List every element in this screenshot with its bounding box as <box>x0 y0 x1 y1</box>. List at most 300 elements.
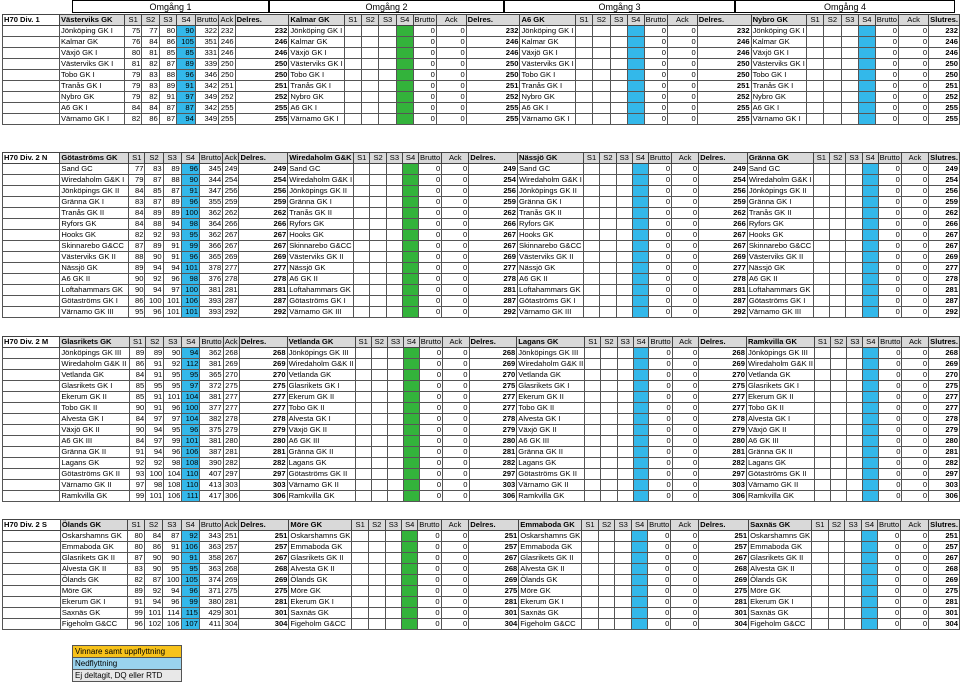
club-name: Götaströms GK II <box>60 469 130 480</box>
score-cell <box>355 491 371 502</box>
score-cell <box>841 37 858 48</box>
course-name: A6 GK <box>520 15 575 26</box>
score-cell: 94 <box>163 263 181 274</box>
score-cell <box>632 197 648 208</box>
ack-cell: 0 <box>672 274 699 285</box>
club-name: Växjö GK II <box>60 425 130 436</box>
score-cell: 94 <box>163 219 181 230</box>
brutto-cell: 0 <box>878 296 901 307</box>
brutto-cell: 0 <box>419 480 442 491</box>
club-name: Växjö GK II <box>746 425 814 436</box>
brutto-cell: 0 <box>644 48 667 59</box>
club-name: Kalmar GK <box>59 37 124 48</box>
row-spacer <box>3 469 60 480</box>
score-cell: 101 <box>163 307 181 318</box>
ack-cell: 0 <box>436 92 466 103</box>
delres-cell: 277 <box>469 392 517 403</box>
score-cell <box>824 114 841 125</box>
delres-cell: 275 <box>239 381 287 392</box>
brutto-cell: 0 <box>648 575 671 586</box>
delres-cell: 249 <box>239 164 288 175</box>
score-cell <box>847 480 863 491</box>
table-row <box>3 274 960 285</box>
score-cell: 111 <box>182 491 200 502</box>
score-cell <box>582 586 599 597</box>
score-cell: 106 <box>182 447 200 458</box>
brutto-cell: 0 <box>644 114 667 125</box>
ack-cell: 0 <box>436 37 466 48</box>
club-name: Värnamo GK II <box>287 480 355 491</box>
club-name: Figeholm G&CC <box>60 619 127 630</box>
score-cell <box>385 619 402 630</box>
score-cell <box>627 37 644 48</box>
slutres-cell: 275 <box>929 586 960 597</box>
slutres-cell: 251 <box>929 531 960 542</box>
ack-cell: 0 <box>436 81 466 92</box>
club-name: Nybro GK <box>59 92 124 103</box>
score-cell <box>396 81 413 92</box>
score-cell <box>362 37 379 48</box>
brutto-cell: 364 <box>199 219 222 230</box>
club-name: Tobo GK II <box>60 403 130 414</box>
score-cell <box>601 469 617 480</box>
score-cell: 86 <box>129 296 145 307</box>
ack-cell: 0 <box>901 542 929 553</box>
delres-cell: 256 <box>469 186 518 197</box>
score-cell: 101 <box>144 608 162 619</box>
score-cell <box>593 81 610 92</box>
brutto-cell: 0 <box>878 219 901 230</box>
brutto-cell: 0 <box>879 381 902 392</box>
delres-cell: 254 <box>239 175 288 186</box>
score-cell <box>368 586 385 597</box>
score-cell <box>632 285 648 296</box>
score-cell <box>354 241 370 252</box>
score-cell <box>863 469 879 480</box>
club-name: Gränna GK I <box>60 197 129 208</box>
slutres-cell: 281 <box>929 597 960 608</box>
delres-cell: 301 <box>699 608 749 619</box>
score-cell <box>858 70 875 81</box>
column-header: Ack <box>672 153 699 164</box>
delres-cell: 281 <box>469 447 517 458</box>
score-cell <box>831 480 847 491</box>
score-cell <box>379 92 396 103</box>
score-cell: 100 <box>145 296 163 307</box>
score-cell: 100 <box>163 575 181 586</box>
score-cell: 85 <box>130 392 146 403</box>
course-name: Wiredaholm G&K <box>288 153 354 164</box>
score-cell <box>370 230 386 241</box>
score-cell <box>610 81 627 92</box>
score-cell <box>846 252 862 263</box>
score-cell <box>583 230 599 241</box>
score-cell <box>813 252 829 263</box>
score-cell <box>830 296 846 307</box>
column-header: S2 <box>593 15 610 26</box>
score-cell <box>352 531 369 542</box>
club-name: A6 GK II <box>518 274 584 285</box>
score-cell <box>601 436 617 447</box>
score-cell <box>616 230 632 241</box>
club-name: Figeholm G&CC <box>289 619 352 630</box>
delres-cell: 280 <box>239 436 287 447</box>
score-cell <box>862 219 878 230</box>
ack-cell: 0 <box>671 531 699 542</box>
delres-cell: 246 <box>235 37 289 48</box>
score-cell <box>806 70 823 81</box>
ack-cell: 0 <box>899 59 929 70</box>
score-cell <box>858 81 875 92</box>
row-spacer <box>3 608 61 619</box>
ack-cell: 0 <box>901 296 928 307</box>
slutres-header: Slutres. <box>930 337 958 346</box>
score-cell <box>847 469 863 480</box>
column-header: S4 <box>396 15 413 26</box>
score-cell: 94 <box>145 263 163 274</box>
column-header: Brutto <box>414 15 435 24</box>
club-name: Jönköpings GK III <box>287 348 355 359</box>
ack-cell: 0 <box>902 458 929 469</box>
ack-cell: 0 <box>902 436 929 447</box>
column-header: S2 <box>144 520 162 531</box>
row-spacer <box>3 274 60 285</box>
delres-cell: 267 <box>469 230 518 241</box>
delres-cell: 278 <box>469 274 518 285</box>
club-name: Lagans GK <box>517 458 585 469</box>
column-header: S4 <box>863 337 879 348</box>
score-cell <box>615 586 632 597</box>
row-spacer <box>3 414 60 425</box>
ack-cell: 0 <box>672 197 699 208</box>
brutto-cell: 0 <box>648 219 671 230</box>
ack-cell: 0 <box>672 219 699 230</box>
course-name: Saxnäs GK <box>749 520 812 531</box>
score-cell <box>582 553 599 564</box>
brutto-cell: 0 <box>878 553 901 564</box>
score-cell <box>616 164 632 175</box>
table-row <box>3 26 960 37</box>
brutto-cell: 0 <box>878 175 901 186</box>
score-cell <box>813 263 829 274</box>
score-cell <box>616 252 632 263</box>
club-name: Tranås GK II <box>747 208 813 219</box>
score-cell: 84 <box>129 219 145 230</box>
ack-cell: 0 <box>667 103 697 114</box>
column-header: Brutto <box>419 520 440 529</box>
score-cell <box>404 403 420 414</box>
slutres-cell: 251 <box>929 81 960 92</box>
slutres-cell: 269 <box>929 575 960 586</box>
score-cell <box>831 414 847 425</box>
club-name: Ölands GK <box>519 575 582 586</box>
brutto-cell: 0 <box>648 252 671 263</box>
score-cell <box>404 425 420 436</box>
table-row <box>3 175 960 186</box>
score-cell: 99 <box>164 436 182 447</box>
club-name: Västerviks GK II <box>518 252 584 263</box>
club-name: Växjö GK II <box>517 425 585 436</box>
slutres-cell: 246 <box>929 37 960 48</box>
score-cell <box>627 26 644 37</box>
column-header: S1 <box>352 520 369 531</box>
ack-cell: 0 <box>672 458 698 469</box>
score-cell: 97 <box>130 480 146 491</box>
score-cell: 114 <box>163 608 181 619</box>
ack-cell: 0 <box>672 480 698 491</box>
ack-cell: 0 <box>671 586 699 597</box>
score-cell <box>814 425 830 436</box>
ack-cell: 0 <box>901 263 928 274</box>
column-header: S3 <box>610 15 627 26</box>
score-cell <box>633 491 649 502</box>
club-name: Ekerum GK II <box>287 392 355 403</box>
score-cell <box>355 403 371 414</box>
brutto-cell: 358 <box>199 553 222 564</box>
score-cell <box>858 37 875 48</box>
score-cell <box>387 447 403 458</box>
score-cell: 97 <box>146 436 164 447</box>
column-header: S4 <box>633 337 649 348</box>
score-cell <box>847 447 863 458</box>
club-name: Kalmar GK <box>520 37 575 48</box>
row-spacer <box>3 48 60 59</box>
ack-cell: 0 <box>672 348 698 359</box>
score-cell: 90 <box>177 26 196 37</box>
brutto-cell: 0 <box>878 241 901 252</box>
club-name: A6 GK II <box>747 274 813 285</box>
ack-cell: 0 <box>672 414 698 425</box>
score-cell <box>344 37 361 48</box>
score-cell <box>814 458 830 469</box>
row-spacer <box>3 230 60 241</box>
table-row <box>3 458 960 469</box>
score-cell <box>617 436 633 447</box>
ack-cell: 0 <box>671 608 699 619</box>
delres-cell: 256 <box>239 186 288 197</box>
ack-cell: 254 <box>223 175 239 186</box>
delres-cell: 252 <box>235 92 289 103</box>
score-cell: 99 <box>181 241 199 252</box>
score-cell <box>601 381 617 392</box>
score-cell: 87 <box>128 553 145 564</box>
score-cell: 95 <box>182 370 200 381</box>
ack-cell: 0 <box>671 564 699 575</box>
ack-cell: 0 <box>671 575 699 586</box>
club-name: Alvesta GK I <box>287 414 355 425</box>
delres-cell: 287 <box>469 296 518 307</box>
score-cell <box>616 263 632 274</box>
score-cell <box>828 619 845 630</box>
delres-cell: 268 <box>469 564 519 575</box>
row-spacer <box>3 241 60 252</box>
ack-cell: 0 <box>442 307 469 318</box>
course-name: Vetlanda GK <box>287 337 355 348</box>
club-name: Värnamo GK I <box>289 114 344 125</box>
brutto-cell: 0 <box>878 307 901 318</box>
delres-cell: 269 <box>699 575 749 586</box>
column-header: S1 <box>575 15 592 26</box>
score-cell <box>615 553 632 564</box>
delres-cell: 266 <box>469 219 518 230</box>
brutto-cell: 0 <box>649 480 672 491</box>
score-cell <box>601 480 617 491</box>
score-cell <box>386 164 402 175</box>
column-header: Brutto <box>420 337 442 346</box>
score-cell: 96 <box>181 252 199 263</box>
brutto-cell: 0 <box>649 447 672 458</box>
score-cell <box>814 348 830 359</box>
ack-cell: 278 <box>223 414 239 425</box>
table-row <box>3 48 960 59</box>
score-cell <box>354 197 370 208</box>
score-cell: 97 <box>182 381 200 392</box>
club-name: Jönköpings GK II <box>60 186 129 197</box>
table-row <box>3 586 960 597</box>
score-cell <box>404 447 420 458</box>
column-header: S2 <box>824 15 841 26</box>
score-cell <box>863 458 879 469</box>
club-name: A6 GK II <box>288 274 354 285</box>
ack-cell: 0 <box>441 531 469 542</box>
score-cell: 99 <box>181 597 199 608</box>
column-header: Brutto <box>880 337 901 346</box>
brutto-cell: 362 <box>199 208 222 219</box>
brutto-cell: 0 <box>878 619 901 630</box>
score-cell: 91 <box>128 597 145 608</box>
score-cell <box>616 296 632 307</box>
column-header: S3 <box>159 15 176 26</box>
ack-cell: 0 <box>901 219 928 230</box>
column-header: S1 <box>355 337 371 348</box>
score-cell <box>582 531 599 542</box>
brutto-cell: 0 <box>419 296 442 307</box>
score-cell <box>403 252 419 263</box>
table-row <box>3 381 960 392</box>
score-cell <box>371 359 387 370</box>
table-row <box>3 575 960 586</box>
score-cell <box>379 103 396 114</box>
ack-cell: 0 <box>672 307 699 318</box>
score-cell <box>632 307 648 318</box>
club-name: Värnamo GK III <box>747 307 813 318</box>
club-name: Gränna GK I <box>288 197 354 208</box>
score-cell <box>403 296 419 307</box>
brutto-cell: 0 <box>648 307 671 318</box>
row-spacer <box>3 252 60 263</box>
score-cell: 85 <box>177 48 196 59</box>
score-cell <box>370 252 386 263</box>
score-cell: 87 <box>159 103 176 114</box>
score-cell <box>403 307 419 318</box>
brutto-cell: 382 <box>200 414 223 425</box>
score-cell <box>344 59 361 70</box>
table-row <box>3 436 960 447</box>
column-header: S3 <box>386 153 402 164</box>
score-cell <box>847 348 863 359</box>
table-row <box>3 37 960 48</box>
score-cell: 98 <box>164 458 182 469</box>
slutres-header: Slutres. <box>930 520 958 529</box>
slutres-cell: 267 <box>929 241 960 252</box>
brutto-cell: 0 <box>648 608 671 619</box>
ack-cell: 269 <box>223 252 239 263</box>
club-name: Kalmar GK <box>751 37 806 48</box>
score-cell <box>861 608 877 619</box>
column-header: S3 <box>845 520 862 531</box>
row-spacer <box>3 164 60 175</box>
score-cell <box>352 564 369 575</box>
score-cell: 96 <box>128 619 145 630</box>
score-cell <box>404 348 420 359</box>
ack-cell: 297 <box>223 469 239 480</box>
brutto-cell: 342 <box>195 103 218 114</box>
ack-cell: 0 <box>671 597 699 608</box>
score-cell <box>633 414 649 425</box>
score-cell <box>598 586 615 597</box>
delres-cell: 262 <box>469 208 518 219</box>
score-cell <box>600 186 616 197</box>
score-cell <box>404 381 420 392</box>
ack-cell: 0 <box>901 197 928 208</box>
row-spacer <box>3 307 60 318</box>
score-cell <box>828 575 845 586</box>
club-name: Värnamo GK III <box>288 307 354 318</box>
brutto-cell: 390 <box>200 458 223 469</box>
score-cell <box>386 252 402 263</box>
column-header: S2 <box>146 337 164 348</box>
brutto-cell: 0 <box>419 359 442 370</box>
score-cell <box>582 608 599 619</box>
score-cell <box>404 469 420 480</box>
ack-cell: 0 <box>902 381 929 392</box>
ack-cell: 269 <box>223 575 239 586</box>
score-cell <box>831 425 847 436</box>
club-name: Glasrikets GK II <box>289 553 352 564</box>
delres-header: Delres. <box>469 520 519 531</box>
score-cell <box>610 92 627 103</box>
column-header: S3 <box>616 153 632 164</box>
brutto-cell: 378 <box>199 263 222 274</box>
ack-cell: 250 <box>219 59 235 70</box>
score-cell: 87 <box>144 575 162 586</box>
score-cell <box>824 37 841 48</box>
brutto-cell: 0 <box>875 114 898 125</box>
score-cell <box>862 307 878 318</box>
table-row <box>3 59 960 70</box>
score-cell <box>385 542 402 553</box>
score-cell <box>598 597 615 608</box>
club-name: Figeholm G&CC <box>519 619 582 630</box>
ack-cell: 0 <box>899 48 929 59</box>
score-cell <box>830 164 846 175</box>
score-cell <box>633 425 649 436</box>
slutres-cell: 277 <box>929 403 960 414</box>
score-cell <box>633 370 649 381</box>
score-cell <box>355 381 371 392</box>
column-header: S3 <box>385 520 402 531</box>
slutres-cell: 303 <box>929 480 960 491</box>
column-header: S4 <box>182 337 200 348</box>
delres-cell: 269 <box>699 252 748 263</box>
score-cell <box>610 37 627 48</box>
score-cell <box>387 403 403 414</box>
score-cell <box>862 197 878 208</box>
ack-cell: 0 <box>436 48 466 59</box>
score-cell <box>828 542 845 553</box>
row-spacer <box>3 296 60 307</box>
table-row <box>3 553 960 564</box>
